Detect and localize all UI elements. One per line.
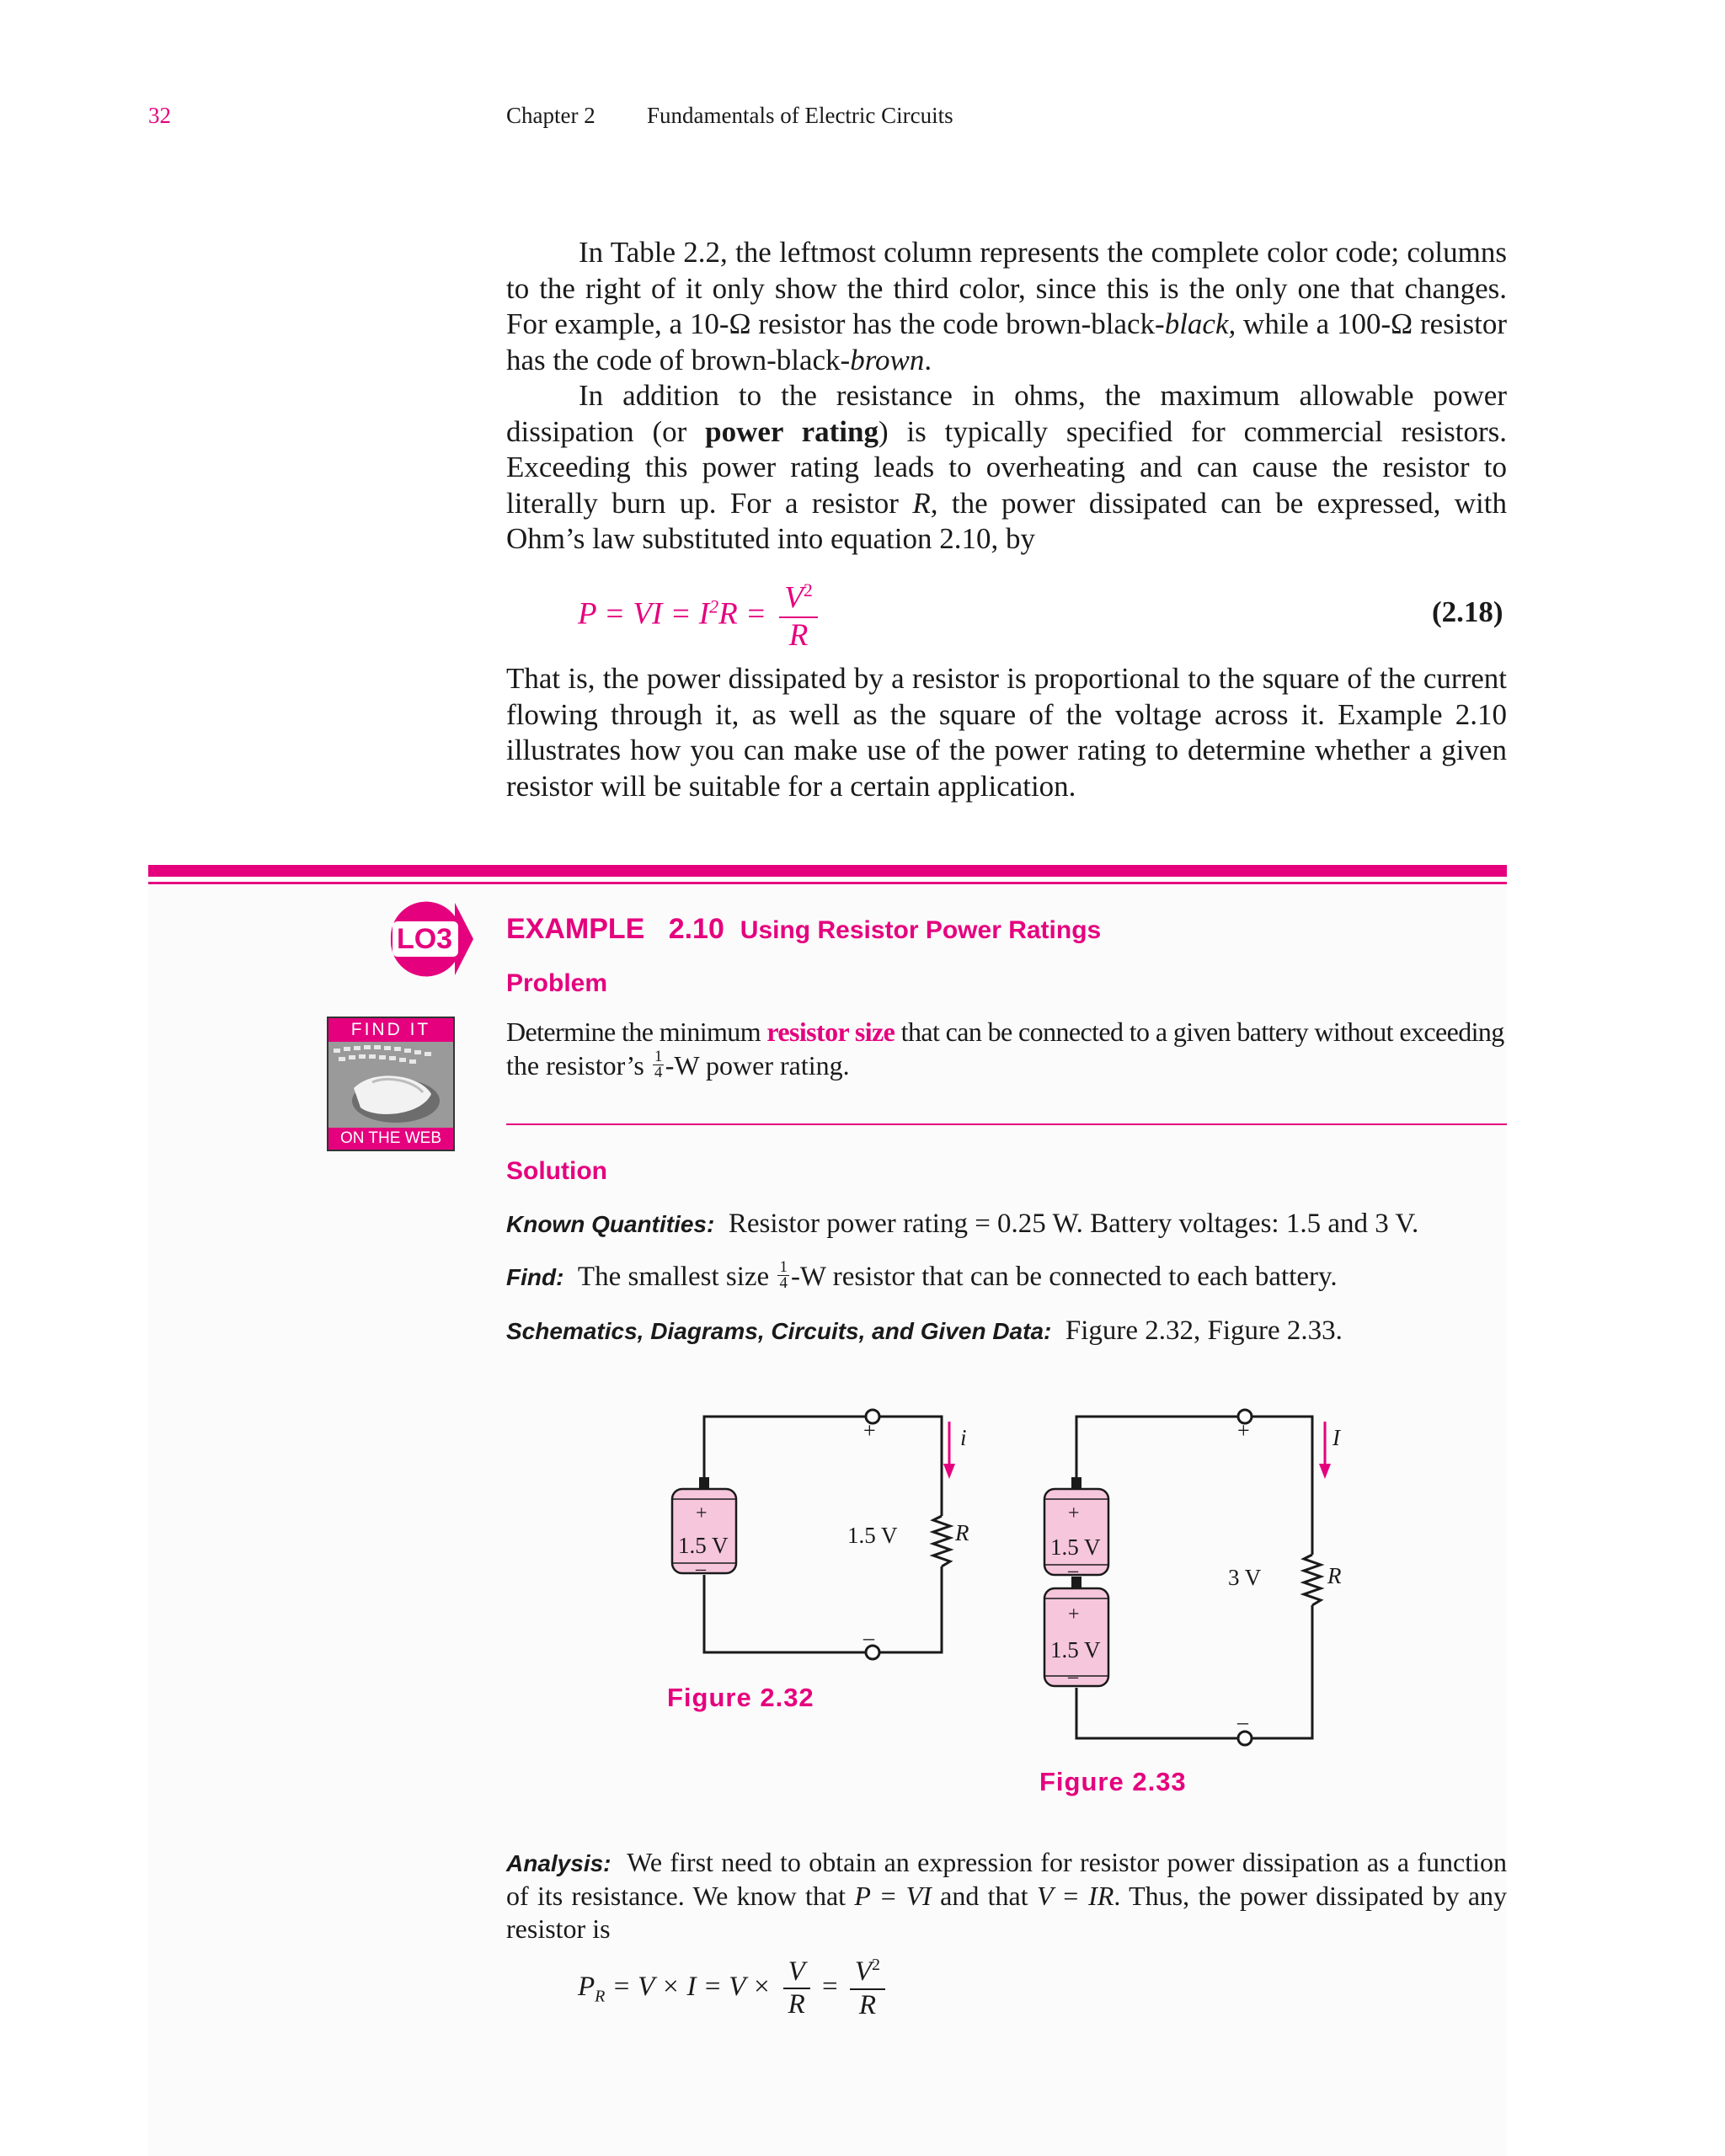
fig233-battery1-label: 1.5 V bbox=[1050, 1534, 1101, 1560]
lo3-badge bbox=[384, 898, 477, 980]
equation-2-18: P = VI = $I^2R$ = $\frac{V^2}{R}$ bbox=[578, 579, 823, 654]
problem-text: Determine the minimum resistor size that can be connected to a given battery without exceeding the resistor’s $\frac{1}{4}$ -W power rating. bbox=[506, 1017, 1504, 1082]
example-heading bbox=[506, 913, 1101, 946]
equation-number: (2.18) bbox=[1432, 595, 1503, 628]
on-the-web-label: ON THE WEB bbox=[328, 1128, 453, 1150]
fig232-battery-plus: + bbox=[696, 1502, 708, 1524]
keyboard-mouse-icon bbox=[328, 1042, 453, 1128]
fig233-battery2-label: 1.5 V bbox=[1050, 1637, 1101, 1662]
fig232-minus-terminal: – bbox=[863, 1625, 874, 1650]
example-title: Using Resistor Power Ratings bbox=[740, 916, 1102, 944]
fig233-current-label: I bbox=[1332, 1425, 1340, 1450]
body-text-top bbox=[506, 235, 1507, 558]
known-quantities-line: Known Quantities: Resistor power rating = 0.25 W. Battery voltages: 1.5 and 3 V. bbox=[506, 1209, 1419, 1239]
fig233-voltage-label: 3 V bbox=[1228, 1565, 1262, 1590]
fig233-resistor-label: R bbox=[1327, 1563, 1342, 1588]
paragraph-power-rating: In addition to the resistance in ohms, the maximum allowable power dissipation (or power rating) is typically specified for commercial resistors. Exceeding this power rating leads to overheating and can cause the resistor to literally burn up. For a resistor R, the power dissipated can be expressed, with Ohm’s law substituted into equation 2.10, by bbox=[506, 379, 1508, 555]
resistor-size-link[interactable]: resistor size bbox=[766, 1017, 895, 1047]
paragraph-color-code: In Table 2.2, the leftmost column represents the complete color code; columns to the right of it only show the third color, since this is the only one that changes. For example, a 10-Ω resistor has the code brown-black-black, while a 100-Ω resistor has the code of brown-black-brown. bbox=[506, 236, 1507, 376]
fig232-battery-label: 1.5 V bbox=[678, 1533, 729, 1558]
fig232-current-label: i bbox=[960, 1425, 967, 1450]
fig233-battery2-plus: + bbox=[1068, 1604, 1080, 1625]
find-it-on-the-web-badge[interactable] bbox=[327, 1017, 455, 1151]
page-number: 32 bbox=[148, 103, 171, 128]
fig233-battery1-plus: + bbox=[1068, 1502, 1080, 1524]
figure-2-32-caption: Figure 2.32 bbox=[667, 1683, 814, 1712]
fig232-resistor-label: R bbox=[955, 1520, 969, 1545]
fig232-battery-minus: – bbox=[696, 1558, 706, 1580]
fig232-plus-terminal: + bbox=[863, 1418, 876, 1443]
example-rule-thick bbox=[148, 865, 1507, 877]
schematics-line: Schematics, Diagrams, Circuits, and Given Data: Figure 2.32, Figure 2.33. bbox=[506, 1315, 1343, 1346]
example-label: EXAMPLE bbox=[506, 913, 645, 945]
find-it-label: FIND IT bbox=[328, 1018, 453, 1042]
fig232-voltage-label: 1.5 V bbox=[847, 1523, 898, 1548]
fig233-plus-terminal: + bbox=[1237, 1418, 1250, 1443]
equation-power-resistor: $P_R = V \times I = V$ × $\frac{V}{R}$ = $\frac{V^2}{R}$ bbox=[578, 1956, 890, 2022]
figure-2-33-circuit bbox=[1028, 1398, 1365, 1752]
figure-2-33-caption: Figure 2.33 bbox=[1039, 1767, 1187, 1796]
find-line: Find: The smallest size $\frac{1}{4}$ -W resistor that can be connected to each battery. bbox=[506, 1257, 1338, 1292]
chapter-title: Fundamentals of Electric Circuits bbox=[647, 103, 953, 128]
analysis-paragraph: Analysis: We first need to obtain an expression for resistor power dissipation as a function of its resistance. We know that P = VI and that V = IR. Thus, the power dissipated by any resistor is bbox=[506, 1847, 1508, 1944]
fig233-minus-terminal: – bbox=[1237, 1710, 1248, 1734]
problem-separator bbox=[506, 1123, 1507, 1125]
fig233-battery1-minus: – bbox=[1068, 1560, 1078, 1582]
chapter-label: Chapter 2 bbox=[506, 103, 595, 128]
solution-heading: Solution bbox=[506, 1157, 607, 1185]
fig233-battery2-minus: – bbox=[1068, 1666, 1078, 1688]
example-number: 2.10 bbox=[668, 913, 724, 945]
lo3-label: LO3 bbox=[396, 923, 453, 955]
example-rule-thin bbox=[148, 882, 1507, 884]
paragraph-power-proportional: That is, the power dissipated by a resistor is proportional to the square of the current flowing through it, as well as the square of the voltage across it. Example 2.10 illustrates how you can make use of the power rating to determine whether a given resistor will be suitable for a certain application. bbox=[506, 662, 1507, 803]
problem-heading: Problem bbox=[506, 969, 608, 997]
